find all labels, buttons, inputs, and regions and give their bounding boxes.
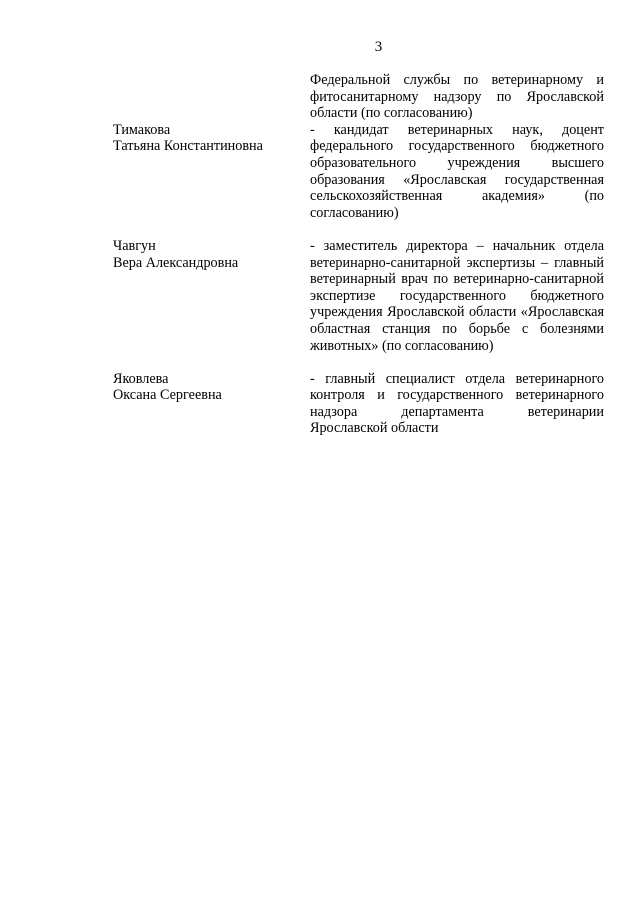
- member-role: - главный специалист отдела ветеринарного контроля и государственного ветеринарного надзора департамента ветеринарии Ярославской области: [310, 370, 604, 437]
- member-surname: Чавгун: [113, 237, 156, 254]
- member-given-names: Оксана Сергеевна: [113, 387, 222, 404]
- member-name: [113, 122, 310, 155]
- member-entry-timakova: [113, 122, 604, 222]
- member-role: - заместитель директора – начальник отдела ветеринарно-санитарной экспертизы – главный ветеринарный врач по ветеринарно-санитарной экспертизе государственного бюджетного учреждения Ярославской области «Ярославская областная станция по борьбе с болезнями животных» (по согласованию): [310, 237, 604, 354]
- member-surname: Яковлева: [113, 370, 169, 387]
- member-surname: Тимакова: [113, 121, 171, 138]
- member-list: [113, 72, 604, 437]
- member-role: Федеральной службы по ветеринарному и фитосанитарному надзору по Ярославской области (по согласованию): [310, 72, 604, 122]
- member-given-names: Татьяна Константиновна: [113, 138, 263, 155]
- member-entry-continuation: [113, 72, 604, 122]
- member-name: [113, 371, 310, 404]
- member-name: [113, 238, 310, 271]
- member-role: - кандидат ветеринарных наук, доцент федерального государственного бюджетного образовательного учреждения высшего образования «Ярославская государственная сельскохозяйственная академия» (по согласованию): [310, 121, 604, 221]
- page-number: 3: [374, 39, 383, 55]
- member-entry-yakovleva: [113, 371, 604, 437]
- member-given-names: Вера Александровна: [113, 254, 239, 271]
- member-entry-chavgun: [113, 238, 604, 354]
